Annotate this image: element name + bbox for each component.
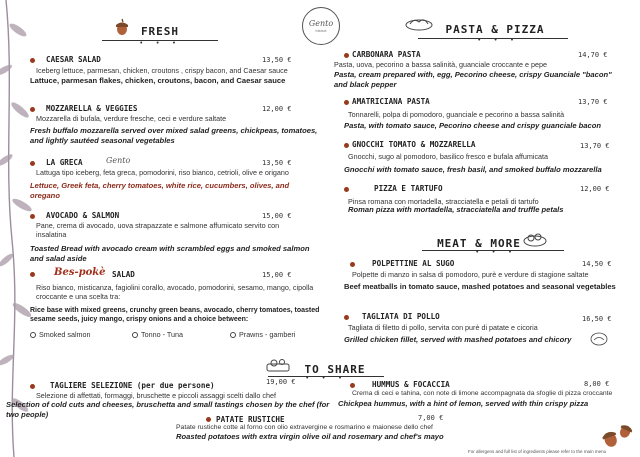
bullet-icon bbox=[344, 143, 349, 148]
bullet-icon bbox=[344, 100, 349, 105]
bullet-icon bbox=[30, 161, 35, 166]
bullet-icon bbox=[30, 107, 35, 112]
bullet-icon bbox=[206, 417, 211, 422]
item-name: POLPETTINE AL SUGO bbox=[372, 259, 455, 268]
item-price: 7,00 € bbox=[418, 414, 444, 422]
pasta-plate-icon bbox=[404, 14, 434, 32]
item-price: 13,70 € bbox=[580, 142, 610, 150]
item-price: 14,50 € bbox=[582, 260, 612, 268]
section-header-pasta bbox=[440, 20, 550, 38]
item-description-en: Beef meatballs in tomato sauce, mashed potatoes and seasonal vegetables bbox=[344, 282, 616, 291]
item-name: PIZZA E TARTUFO bbox=[374, 184, 443, 193]
bullet-icon bbox=[30, 272, 35, 277]
bullet-icon bbox=[350, 383, 355, 388]
item-description-it: Tonnarelli, polpa di pomodoro, guanciale e pecorino a bassa salinità bbox=[348, 110, 565, 119]
item-name: AVOCADO & SALMON bbox=[46, 211, 120, 220]
bullet-icon bbox=[344, 187, 349, 192]
section-header-fresh bbox=[130, 22, 190, 40]
option-smoked-salmon[interactable]: Smoked salmon bbox=[30, 330, 91, 339]
item-description-it: Tagliata di filetto di pollo, servita con purè di patate e cicoria bbox=[348, 323, 538, 332]
bullet-icon bbox=[344, 53, 349, 58]
item-description-en: Roasted potatoes with extra virgin olive oil and rosemary and chef's mayo bbox=[176, 432, 444, 441]
item-name: MOZZARELLA & VEGGIES bbox=[46, 104, 138, 113]
section-dots: • • • bbox=[478, 37, 520, 44]
item-description-en: Selection of cold cuts and cheeses, bruschetta and small tastings chosen by the chef (for two people) bbox=[6, 400, 330, 419]
item-description-it: Patate rustiche cotte al forno con olio extravergine e rosmarino e maionese dello chef bbox=[176, 424, 433, 431]
item-name: LA GRECA bbox=[46, 158, 83, 167]
item-name: TAGLIERE SELEZIONE (per due persone) bbox=[50, 381, 215, 390]
item-price: 8,00 € bbox=[584, 380, 610, 388]
bespoke-brand-logo: Bes-pokè bbox=[54, 267, 106, 278]
item-description-it: Iceberg lettuce, parmesan, chicken, croutons , crispy bacon, and Caesar sauce bbox=[36, 66, 288, 75]
item-price: 14,70 € bbox=[578, 51, 608, 59]
item-price: 12,00 € bbox=[580, 185, 610, 193]
radio-icon bbox=[132, 332, 138, 338]
share-board-icon bbox=[264, 355, 294, 375]
section-title-pasta: PASTA & PIZZA bbox=[445, 23, 545, 36]
item-description-it: Pinsa romana con mortadella, stracciatella e petali di tartufo bbox=[348, 197, 539, 206]
section-dots: • • • bbox=[140, 40, 182, 47]
option-tuna[interactable]: Tonno - Tuna bbox=[132, 330, 183, 339]
item-name: AMATRICIANA PASTA bbox=[352, 97, 430, 106]
item-description-en: Grilled chicken fillet, served with mashed potatoes and chicory bbox=[344, 335, 572, 344]
item-price: 13,50 € bbox=[262, 159, 292, 167]
item-description-en: Lettuce, Greek feta, cherry tomatoes, white rice, cucumbers, olives, and oregano bbox=[30, 181, 290, 200]
item-description-it: Polpette di manzo in salsa di pomodoro, purè e verdure di stagione saltate bbox=[352, 270, 589, 279]
item-description-en: Fresh buffalo mozzarella served over mixed salad greens, chickpeas, tomatoes, and lightly sautéed seasonal vegetables bbox=[30, 126, 318, 145]
item-description-en: Chickpea hummus, with a hint of lemon, served with thin crispy pizza bbox=[338, 399, 589, 408]
logo-sub: bistrot bbox=[315, 28, 327, 33]
item-description-en: Toasted Bread with avocado cream with scrambled eggs and smoked salmon and salad aside bbox=[30, 244, 310, 263]
item-description-it: Selezione di affettati, formaggi, bruschette e piccoli assaggi scelti dallo chef bbox=[36, 391, 276, 400]
item-description-it: Riso bianco, misticanza, fagiolini corallo, avocado, pomodorini, sesamo, mango, cipolla croccante e una scelta tra: bbox=[36, 283, 314, 302]
item-name: CAESAR SALAD bbox=[46, 55, 101, 64]
item-price: 15,00 € bbox=[262, 212, 292, 220]
section-title-meat: MEAT & MORE bbox=[437, 237, 521, 250]
item-name: HUMMUS & FOCACCIA bbox=[372, 380, 450, 389]
item-description-en: Pasta, with tomato sauce, Pecorino cheese and crispy guanciale bacon bbox=[344, 121, 602, 130]
item-description-en: Pasta, cream prepared with, egg, Pecorino cheese, crispy Guanciale "bacon" and black pepper bbox=[334, 70, 612, 89]
restaurant-logo bbox=[302, 7, 340, 45]
item-price: 19,00 € bbox=[266, 378, 296, 386]
option-prawns[interactable]: Prawns - gamberi bbox=[230, 330, 295, 339]
item-price: 16,50 € bbox=[582, 315, 612, 323]
item-price: 13,50 € bbox=[262, 56, 292, 64]
halal-badge-icon bbox=[590, 332, 608, 346]
item-name: TAGLIATA DI POLLO bbox=[362, 312, 440, 321]
item-description-en: Gnocchi with tomato sauce, fresh basil, and smoked buffalo mozzarella bbox=[344, 165, 602, 174]
item-description-it: Crema di ceci e tahina, con note di limone accompagnata da sfoglie di pizza croccante bbox=[352, 390, 613, 397]
item-name: GNOCCHI TOMATO & MOZZARELLA bbox=[352, 140, 476, 149]
item-price: 13,70 € bbox=[578, 98, 608, 106]
acorn-icon bbox=[114, 18, 130, 36]
item-name: CARBONARA PASTA bbox=[352, 50, 421, 59]
radio-icon bbox=[230, 332, 236, 338]
item-description-it: Pasta, uova, pecorino a bassa salinità, guanciale croccante e pepe bbox=[334, 60, 547, 69]
section-dots: • • • bbox=[306, 375, 348, 382]
bullet-icon bbox=[30, 214, 35, 219]
gento-brand-logo: Gento bbox=[106, 156, 131, 165]
bullet-icon bbox=[350, 262, 355, 267]
item-description-it: Pane, crema di avocado, uova strapazzate e salmone affumicato servito con insalatina bbox=[36, 221, 280, 240]
section-dots: • • • bbox=[476, 249, 518, 256]
section-title-share: TO SHARE bbox=[304, 363, 366, 376]
section-title-fresh: FRESH bbox=[140, 25, 180, 38]
bullet-icon bbox=[30, 384, 35, 389]
item-description-en: Rice base with mixed greens, crunchy green beans, avocado, cherry tomatoes, toasted sesame seeds, juicy mango, crispy onions and a choice between: bbox=[30, 307, 320, 324]
item-description-en: Roman pizza with mortadella, stracciatella and truffle petals bbox=[348, 205, 564, 214]
logo-name: Gento bbox=[308, 19, 334, 28]
bullet-icon bbox=[30, 58, 35, 63]
item-name: SALAD bbox=[112, 270, 135, 279]
bullet-icon bbox=[344, 315, 349, 320]
item-description-it: Lattuga tipo iceberg, feta greca, pomodorini, riso bianco, cetrioli, olive e origano bbox=[36, 168, 289, 177]
radio-icon bbox=[30, 332, 36, 338]
meatball-icon bbox=[522, 228, 548, 248]
item-price: 15,00 € bbox=[262, 271, 292, 279]
item-description-en: Lattuce, parmesan flakes, chicken, croutons, bacon, and Caesar sauce bbox=[30, 76, 286, 85]
item-name: PATATE RUSTICHE bbox=[216, 415, 285, 424]
footer-note: For allergens and full list of ingredients please refer to the main menu bbox=[468, 449, 607, 454]
item-description-it: Mozzarella di bufala, verdure fresche, ceci e verdure saltate bbox=[36, 114, 227, 123]
item-price: 12,00 € bbox=[262, 105, 292, 113]
item-description-it: Gnocchi, sugo al pomodoro, basilico fresco e bufala affumicata bbox=[348, 152, 549, 161]
